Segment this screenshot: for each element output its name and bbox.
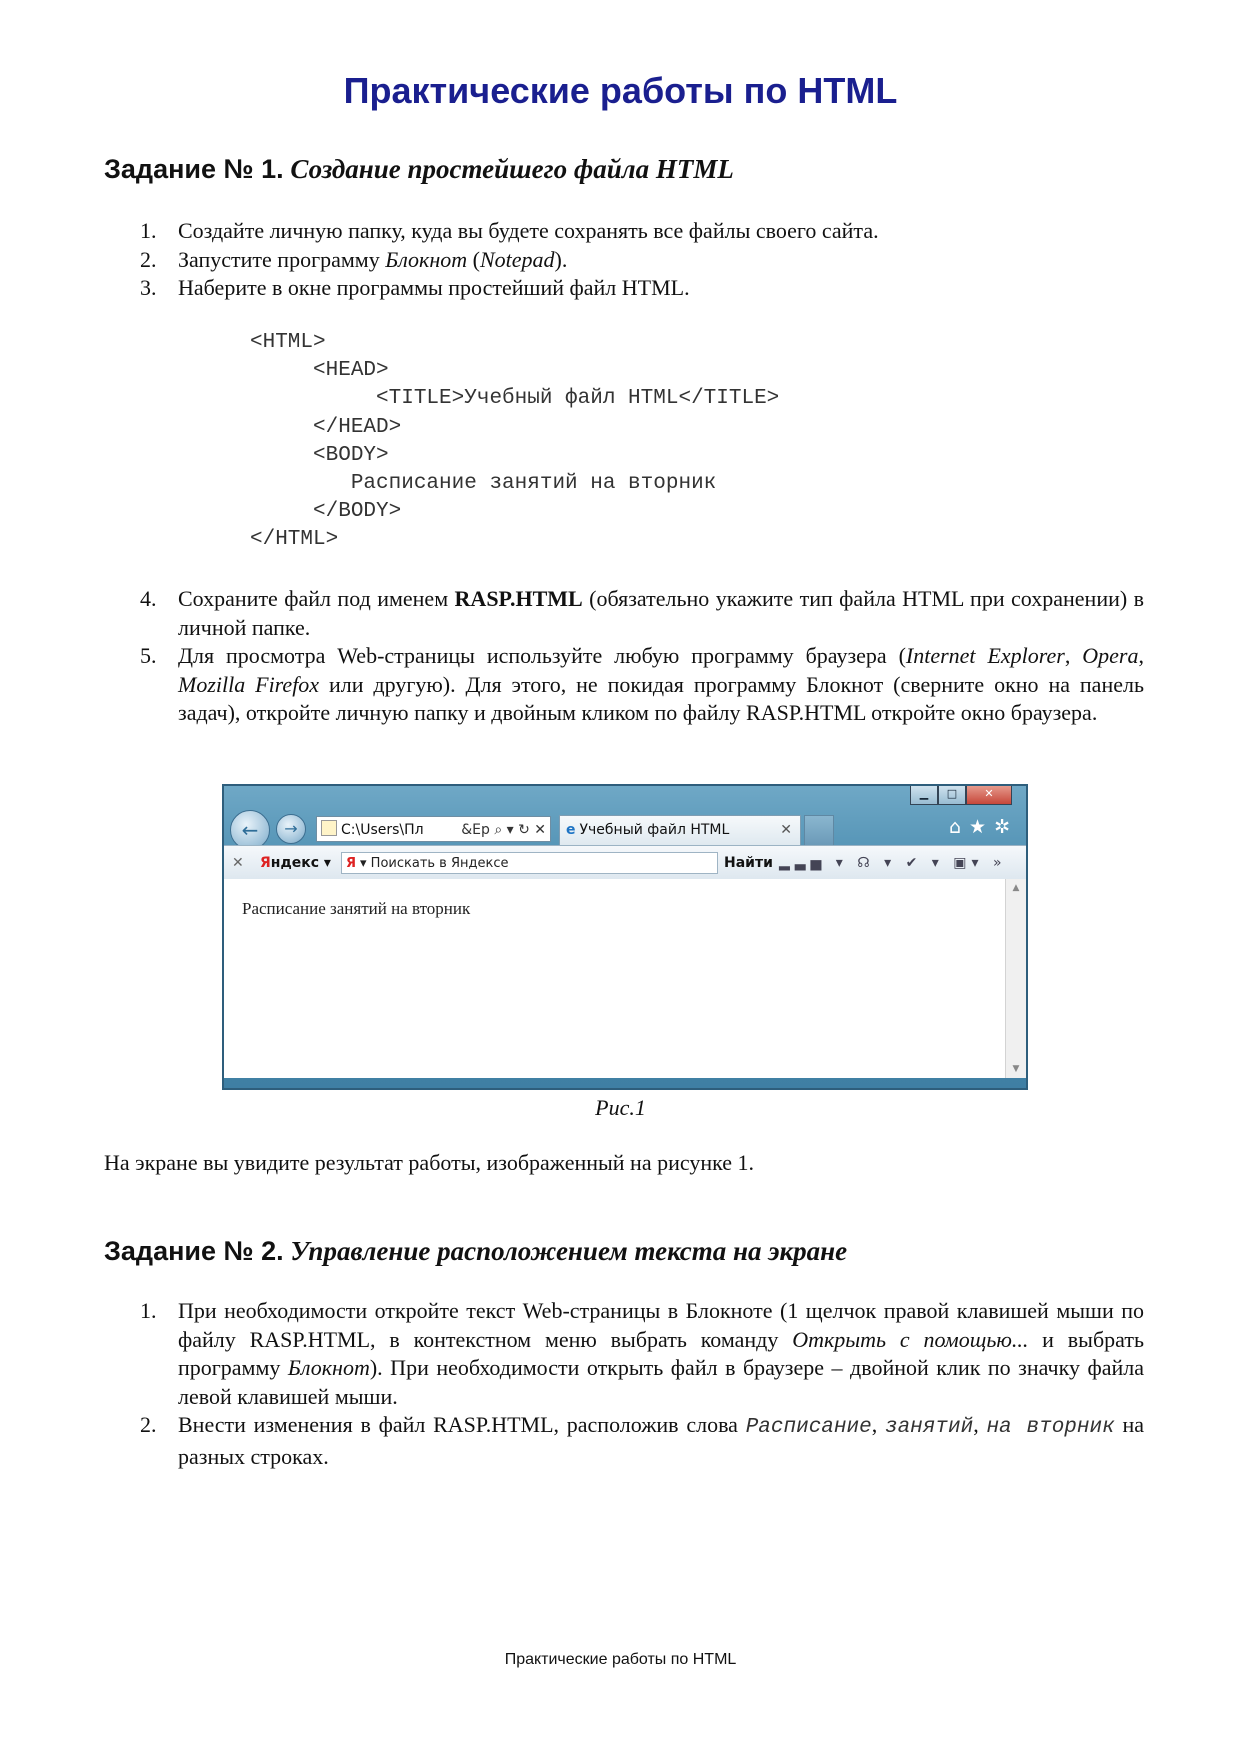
tab-close-icon[interactable]: ✕: [780, 822, 792, 838]
task1-steps-cont: [140, 585, 1144, 728]
home-favorites-settings-icons[interactable]: ⌂★✲: [948, 816, 1018, 838]
list-item: 3. Наберите в окне программы простейший файл HTML.: [140, 275, 690, 300]
list-item: 1. Создайте личную папку, куда вы будете сохранять все файлы своего сайта.: [140, 218, 879, 243]
result-paragraph: На экране вы увидите результат работы, изображенный на рисунке 1.: [104, 1150, 755, 1175]
new-tab-button[interactable]: [804, 815, 834, 845]
figure-caption: Рис.1: [595, 1095, 646, 1120]
list-item: 4. Сохраните файл под именем RASP.HTML (обязательно укажите тип файла HTML при сохранении) в личной папке.: [140, 586, 1145, 640]
address-tools-icon[interactable]: &Ep ⌕ ▾ ↻ ✕: [461, 822, 546, 838]
window-controls: [910, 786, 1012, 805]
page-title: Практические работы по HTML: [343, 70, 898, 111]
yandex-search-input[interactable]: Я ▾ Поискать в Яндексе: [341, 852, 718, 874]
yandex-toolbar: [224, 845, 1026, 881]
close-button[interactable]: ✕: [966, 786, 1012, 805]
page-content-text: Расписание занятий на вторник: [242, 899, 471, 918]
tab-title: Учебный файл HTML: [579, 822, 730, 838]
task2-heading: [104, 1236, 847, 1267]
page-viewport: [224, 879, 1006, 1078]
address-bar[interactable]: [316, 816, 551, 842]
task2-number: Задание № 2.: [104, 1236, 284, 1266]
yandex-menu[interactable]: Яндекс ▾: [260, 855, 331, 871]
toolbar-close-icon[interactable]: ✕: [232, 855, 244, 871]
code-listing: <HTML> <HEAD> <TITLE>Учебный файл HTML</TITLE> </HEAD> <BODY> Расписание занятий на вторник </BODY> </HTML>: [250, 331, 780, 552]
scrollbar[interactable]: [1005, 879, 1026, 1078]
task1-heading: [104, 154, 734, 185]
forward-button[interactable]: →: [276, 814, 306, 844]
list-item: 1. При необходимости откройте текст Web-страницы в Блокноте (1 щелчок правой клавишей мыши по файлу RASP.HTML, в контекстном меню выбрать команду Открыть с помощью... и выбрать программу Блокнот). При необходимости открыть файл в браузере – двойной клик по значку файла левой клавишей мыши.: [140, 1298, 1145, 1409]
browser-tab[interactable]: [559, 815, 801, 845]
task1-subtitle: Создание простейшего файла HTML: [290, 154, 734, 184]
task2-subtitle: Управление расположением текста на экране: [290, 1236, 848, 1266]
task1-steps: [140, 217, 1144, 303]
scroll-down-icon[interactable]: ▼: [1012, 1064, 1020, 1074]
task1-number: Задание № 1.: [104, 154, 284, 184]
list-item: 2. Запустите программу Блокнот (Notepad).: [140, 246, 568, 272]
browser-screenshot: [222, 784, 1028, 1090]
page-icon: [321, 820, 337, 836]
page-footer: Практические работы по HTML: [504, 1651, 737, 1668]
address-text: C:\Users\Пл: [341, 822, 424, 838]
scroll-up-icon[interactable]: ▲: [1012, 883, 1020, 893]
list-item: 5. Для просмотра Web-страницы используйте любую программу браузера (Internet Explorer, Opera, Mozilla Firefox или другую). Для этого, не покидая программу Блокнот (сверните окно на панель задач), откройте личную папку и двойным кликом по файлу RASP.HTML откройте окно браузера.: [140, 643, 1144, 725]
list-item: 2. Внести изменения в файл RASP.HTML, расположив слова Расписание, занятий, на вторник на разных строках.: [140, 1412, 1145, 1469]
back-button[interactable]: ←: [230, 810, 270, 850]
minimize-button[interactable]: ▁: [910, 786, 938, 805]
find-button[interactable]: Найти: [724, 855, 773, 871]
task2-steps: [140, 1297, 1144, 1471]
maximize-button[interactable]: □: [938, 786, 966, 805]
ie-icon: e: [566, 822, 576, 838]
toolbar-icons[interactable]: ▂▃▅ ▾ ☊ ▾ ✔ ▾ ▣▾ »: [779, 855, 1007, 871]
